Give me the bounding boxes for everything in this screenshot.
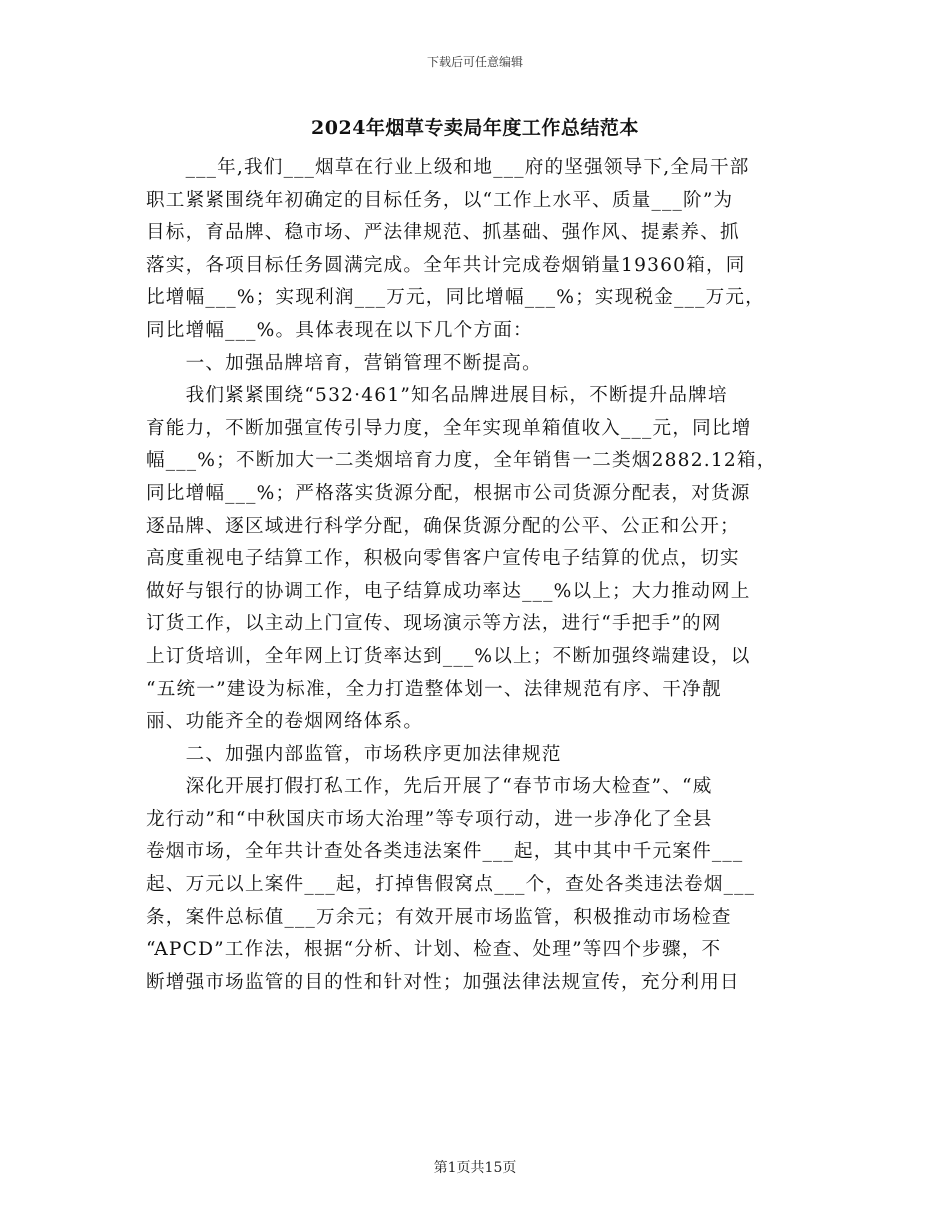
body-line: 高度重视电子结算工作，积极向零售客户宣传电子结算的优点，切实 xyxy=(146,548,740,570)
body-line: 订货工作，以主动上门宣传、现场演示等方法，进行“手把手”的网 xyxy=(146,613,722,635)
body-line: 起、万元以上案件___起，打掉售假窝点___个，查处各类违法卷烟___ xyxy=(146,874,756,896)
section-heading: 二、加强内部监管，市场秩序更加法律规范 xyxy=(146,743,562,765)
body-line: 育能力，不断加强宣传引导力度，全年实现单箱值收入___元，同比增 xyxy=(146,417,752,439)
body-line: 我们紧紧围绕“532·461”知名品牌进展目标，不断提升品牌培 xyxy=(146,385,728,407)
body-line: 职工紧紧围绕年初确定的目标任务，以“工作上水平、质量___阶”为 xyxy=(146,189,734,211)
body-line: 同比增幅___%。具体表现在以下几个方面： xyxy=(146,319,533,341)
section-heading: 一、加强品牌培育，营销管理不断提高。 xyxy=(146,352,542,374)
body-line: 卷烟市场，全年共计查处各类违法案件___起，其中其中千元案件___ xyxy=(146,841,744,863)
document-title: 2024年烟草专卖局年度工作总结范本 xyxy=(311,117,639,139)
body-line: 深化开展打假打私工作，先后开展了“春节市场大检查”、“威 xyxy=(146,776,713,798)
body-line: ___年,我们___烟草在行业上级和地___府的坚强领导下,全局干部 xyxy=(146,157,750,178)
body-line: 同比增幅___%；严格落实货源分配，根据市公司货源分配表，对货源 xyxy=(146,482,751,504)
body-line: “五统一”建设为标准，全力打造整体划一、法律规范有序、干净靓 xyxy=(146,678,722,700)
body-line: 上订货培训，全年网上订货率达到___%以上；不断加强终端建设，以 xyxy=(146,645,751,667)
page-number: 第1页共15页 xyxy=(433,1160,517,1176)
body-line: 目标，育品牌、稳市场、严法律规范、抓基础、强作风、提素养、抓 xyxy=(146,222,740,244)
body-line: 龙行动”和“中秋国庆市场大治理”等专项行动，进一步净化了全县 xyxy=(146,808,713,830)
body-line: 做好与银行的协调工作，电子结算成功率达___%以上；大力推动网上 xyxy=(146,580,751,602)
body-line: 落实，各项目标任务圆满完成。全年共计完成卷烟销量19360箱，同 xyxy=(146,254,746,276)
body-line: 丽、功能齐全的卷烟网络体系。 xyxy=(146,711,424,733)
body-line: 幅___%；不断加大一二类烟培育力度，全年销售一二类烟2882.12箱， xyxy=(146,450,777,472)
body-line: 条，案件总标值___万余元；有效开展市场监管，积极推动市场检查 xyxy=(146,906,732,928)
body-line: 比增幅___%；实现利润___万元，同比增幅___%；实现税金___万元， xyxy=(146,287,765,309)
body-line: 逐品牌、逐区域进行科学分配，确保货源分配的公平、公正和公开； xyxy=(146,515,740,537)
document-body xyxy=(146,152,810,999)
body-line: 断增强市场监管的目的性和针对性；加强法律法规宣传，充分利用日 xyxy=(146,971,740,993)
body-line: “APCD”工作法，根据“分析、计划、检查、处理”等四个步骤，不 xyxy=(146,939,722,961)
header-note: 下载后可任意编辑 xyxy=(426,55,523,69)
